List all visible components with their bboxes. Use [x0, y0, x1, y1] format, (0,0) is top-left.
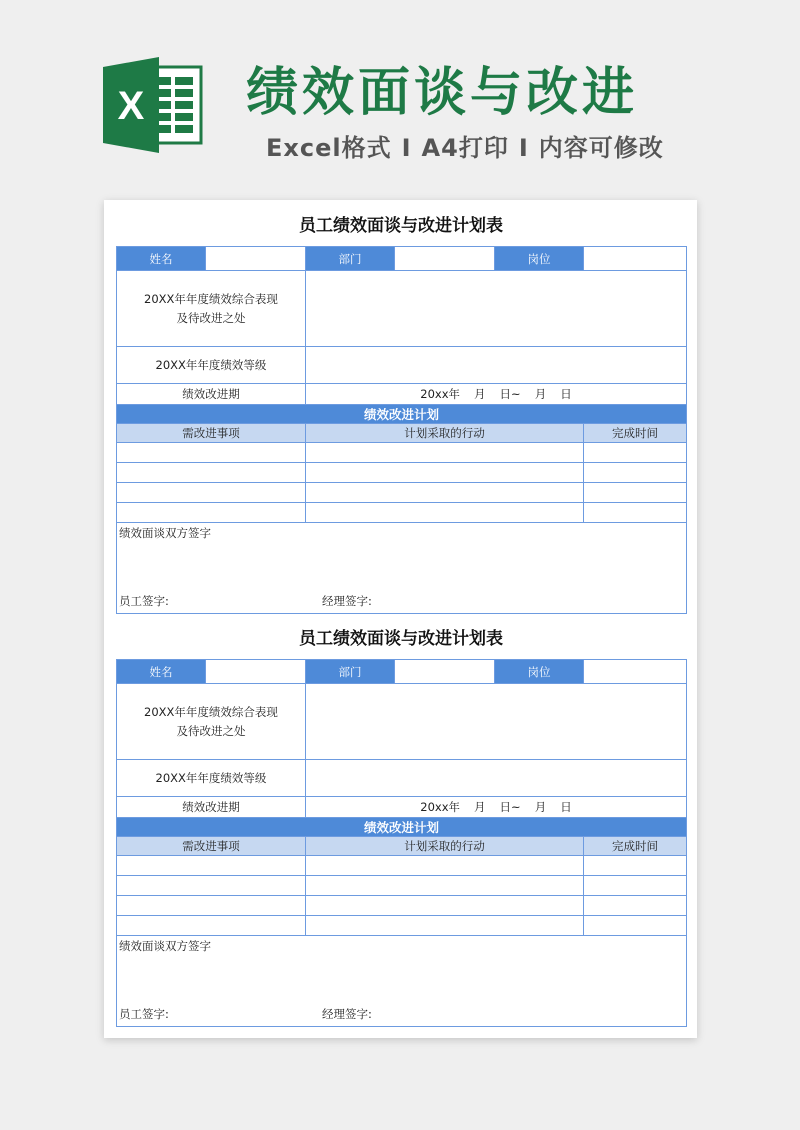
plan-row — [117, 443, 687, 463]
page-title: 绩效面谈与改进 — [246, 63, 639, 123]
plan-done-cell[interactable] — [584, 916, 687, 936]
plan-row — [117, 876, 687, 896]
name-field[interactable] — [206, 660, 306, 684]
performance-field[interactable] — [306, 271, 687, 347]
period-label: 绩效改进期 — [117, 384, 306, 405]
period-field[interactable]: 20xx年 月 日~ 月 日 — [306, 797, 687, 818]
plan-section-row — [117, 818, 687, 837]
signature-title: 绩效面谈双方签字 — [119, 526, 211, 540]
plan-action-cell[interactable] — [306, 896, 584, 916]
plan-section-title: 绩效改进计划 — [117, 818, 687, 837]
grade-field[interactable] — [306, 760, 687, 797]
plan-item-cell[interactable] — [117, 483, 306, 503]
period-label: 绩效改进期 — [117, 797, 306, 818]
col-done-header: 完成时间 — [584, 837, 687, 856]
col-done-header: 完成时间 — [584, 424, 687, 443]
grade-label: 20XX年年度绩效等级 — [117, 347, 306, 384]
plan-done-cell[interactable] — [584, 896, 687, 916]
excel-logo-letter: X — [117, 84, 145, 128]
plan-header-row — [117, 424, 687, 443]
col-items-header: 需改进事项 — [117, 424, 306, 443]
performance-row — [117, 271, 687, 347]
plan-header-row — [117, 837, 687, 856]
position-label: 岗位 — [495, 660, 584, 684]
plan-done-cell[interactable] — [584, 483, 687, 503]
col-actions-header: 计划采取的行动 — [306, 837, 584, 856]
signature-title: 绩效面谈双方签字 — [119, 939, 211, 953]
name-label: 姓名 — [117, 247, 206, 271]
plan-done-cell[interactable] — [584, 876, 687, 896]
position-field[interactable] — [584, 247, 687, 271]
col-actions-header: 计划采取的行动 — [306, 424, 584, 443]
plan-item-cell[interactable] — [117, 916, 306, 936]
position-label: 岗位 — [495, 247, 584, 271]
plan-item-cell[interactable] — [117, 856, 306, 876]
dept-label: 部门 — [306, 660, 395, 684]
form-2 — [116, 613, 686, 1027]
performance-label: 20XX年年度绩效综合表现 及待改进之处 — [117, 684, 306, 760]
plan-done-cell[interactable] — [584, 856, 687, 876]
plan-done-cell[interactable] — [584, 443, 687, 463]
plan-section-title: 绩效改进计划 — [117, 405, 687, 424]
name-field[interactable] — [206, 247, 306, 271]
plan-action-cell[interactable] — [306, 443, 584, 463]
performance-label: 20XX年年度绩效综合表现 及待改进之处 — [117, 271, 306, 347]
form-table — [116, 246, 687, 614]
plan-row — [117, 916, 687, 936]
dept-label: 部门 — [306, 247, 395, 271]
plan-action-cell[interactable] — [306, 483, 584, 503]
excel-logo-icon — [103, 57, 203, 153]
plan-item-cell[interactable] — [117, 503, 306, 523]
grade-label: 20XX年年度绩效等级 — [117, 760, 306, 797]
manager-signature-label: 经理签字: — [322, 1007, 372, 1021]
plan-section-row — [117, 405, 687, 424]
period-field[interactable]: 20xx年 月 日~ 月 日 — [306, 384, 687, 405]
subtitle-editable: 内容可修改 — [538, 134, 664, 162]
plan-row — [117, 856, 687, 876]
form-title: 员工绩效面谈与改进计划表 — [299, 629, 503, 649]
employee-signature-label: 员工签字: — [119, 1007, 169, 1021]
plan-row — [117, 463, 687, 483]
info-row — [117, 247, 687, 271]
plan-item-cell[interactable] — [117, 463, 306, 483]
signature-row — [117, 936, 687, 1027]
document-paper — [104, 200, 697, 1038]
plan-action-cell[interactable] — [306, 916, 584, 936]
dept-field[interactable] — [395, 247, 495, 271]
plan-row — [117, 483, 687, 503]
form-1 — [116, 200, 686, 614]
subtitle-print: A4打印 — [421, 134, 509, 162]
plan-done-cell[interactable] — [584, 503, 687, 523]
subtitle-format: Excel格式 — [266, 134, 392, 162]
form-table — [116, 659, 687, 1027]
page-subtitle: Excel格式 I A4打印 I 内容可修改 — [266, 134, 664, 162]
plan-row — [117, 503, 687, 523]
position-field[interactable] — [584, 660, 687, 684]
name-label: 姓名 — [117, 660, 206, 684]
plan-done-cell[interactable] — [584, 463, 687, 483]
signature-area[interactable] — [117, 936, 687, 1027]
grade-row — [117, 347, 687, 384]
plan-action-cell[interactable] — [306, 856, 584, 876]
info-row — [117, 660, 687, 684]
plan-action-cell[interactable] — [306, 503, 584, 523]
col-items-header: 需改进事项 — [117, 837, 306, 856]
period-row — [117, 384, 687, 405]
signature-row — [117, 523, 687, 614]
plan-item-cell[interactable] — [117, 896, 306, 916]
performance-row — [117, 684, 687, 760]
manager-signature-label: 经理签字: — [322, 594, 372, 608]
plan-item-cell[interactable] — [117, 876, 306, 896]
form-title: 员工绩效面谈与改进计划表 — [299, 216, 503, 236]
plan-row — [117, 896, 687, 916]
employee-signature-label: 员工签字: — [119, 594, 169, 608]
period-row — [117, 797, 687, 818]
plan-action-cell[interactable] — [306, 463, 584, 483]
plan-action-cell[interactable] — [306, 876, 584, 896]
plan-item-cell[interactable] — [117, 443, 306, 463]
page-header — [0, 0, 800, 190]
grade-row — [117, 760, 687, 797]
grade-field[interactable] — [306, 347, 687, 384]
signature-area[interactable] — [117, 523, 687, 614]
dept-field[interactable] — [395, 660, 495, 684]
performance-field[interactable] — [306, 684, 687, 760]
